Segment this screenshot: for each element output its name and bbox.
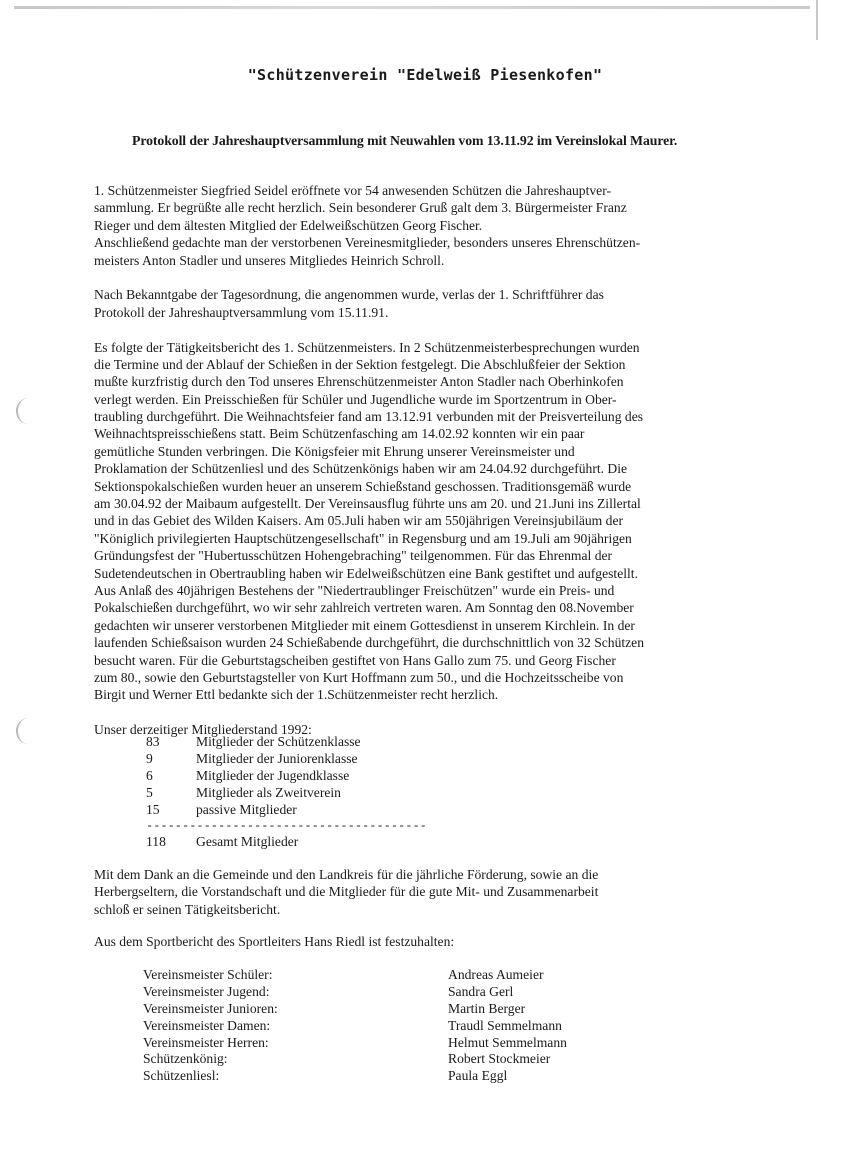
text-line: traubling durchgeführt. Die Weihnachtsfeier fand am 13.12.91 verbunden mit der Preisverteilung des bbox=[94, 409, 644, 425]
champions-list bbox=[143, 967, 567, 1085]
member-category: Mitglieder der Schützenklasse bbox=[196, 734, 361, 749]
text-line: sammlung. Er begrüßte alle recht herzlich. Sein besonderer Gruß galt dem 3. Bürgermeister Franz bbox=[94, 200, 627, 216]
champion-title: Schützenliesl: bbox=[143, 1068, 220, 1084]
document-title: "Schützenverein "Edelweiß Piesenkofen" bbox=[247, 66, 603, 84]
text-line: mußte kurzfristig durch den Tod unseres Ehrenschützenmeister Anton Stadler nach Oberhinkofen bbox=[94, 374, 624, 390]
member-category: Mitglieder der Jugendklasse bbox=[196, 767, 350, 783]
member-row bbox=[146, 751, 427, 768]
text-line: Sudetendeutschen in Obertraubling haben wir Edelweißschützen eine Bank gestiftet und aufgestellt. bbox=[94, 565, 638, 581]
member-category: passive Mitglieder bbox=[196, 801, 297, 817]
champion-name: Traudl Semmelmann bbox=[448, 1017, 562, 1033]
text-line: die Termine und der Ablauf der Schießen in der Sektion festgelegt. Die Abschlußfeier der Sektion bbox=[94, 356, 626, 372]
closing-paragraph bbox=[94, 866, 774, 918]
text-line: Herbergseltern, die Vorstandschaft und die Mitglieder für die gute Mit- und Zusammenarbeit bbox=[94, 884, 599, 900]
text-line: 1. Schützenmeister Siegfried Seidel eröffnete vor 54 anwesenden Schützen die Jahreshauptver- bbox=[94, 183, 611, 198]
text-line: Es folgte der Tätigkeitsbericht des 1. Schützenmeisters. In 2 Schützenmeisterbesprechungen wurden bbox=[94, 339, 640, 355]
member-row bbox=[146, 785, 427, 802]
member-count: 15 bbox=[146, 801, 160, 817]
member-count: 6 bbox=[146, 767, 153, 783]
champion-name: Sandra Gerl bbox=[448, 983, 514, 999]
document-subtitle: Protokoll der Jahreshauptversammlung mit Neuwahlen vom 13.11.92 im Vereinslokal Maurer. bbox=[132, 133, 678, 148]
text-line: Pokalschießen durchgeführt, wo wir sehr zahlreich vertreten waren. Am Sonntag den 08.November bbox=[94, 600, 634, 616]
champion-name: Paula Eggl bbox=[448, 1068, 508, 1084]
text-line: Unser derzeitiger Mitgliederstand 1992: bbox=[94, 722, 312, 738]
text-line: und in das Gebiet des Wilden Kaisers. Am 05.Juli haben wir am 550jährigen Vereinsjubiläum der bbox=[94, 513, 623, 529]
sport-report-intro: Aus dem Sportbericht des Sportleiters Hans Riedl ist festzuhalten: bbox=[94, 934, 455, 949]
champion-row bbox=[143, 983, 514, 1001]
text-line: Nach Bekanntgabe der Tagesordnung, die angenommen wurde, verlas der 1. Schriftführer das bbox=[94, 287, 604, 303]
champion-name: Helmut Semmelmann bbox=[448, 1034, 567, 1050]
punch-hole-mark bbox=[16, 398, 40, 424]
text-line: schloß er seinen Tätigkeitsbericht. bbox=[94, 901, 281, 917]
champion-title: Vereinsmeister Junioren: bbox=[143, 1000, 278, 1016]
champion-title: Schützenkönig: bbox=[143, 1051, 228, 1067]
punch-hole-mark bbox=[16, 718, 40, 744]
text-line: meisters Anton Stadler und unseres Mitgliedes Heinrich Schroll. bbox=[94, 252, 445, 268]
scan-edge-right bbox=[816, 0, 818, 40]
member-total-count: 118 bbox=[146, 834, 166, 850]
paragraph bbox=[94, 182, 774, 269]
text-line: Rieger und dem ältesten Mitglied der Edelweißschützen Georg Fischer. bbox=[94, 217, 483, 233]
member-row bbox=[146, 734, 427, 751]
text-line: besucht waren. Für die Geburtstagscheiben gestiftet von Hans Gallo zum 75. und Georg Fischer bbox=[94, 652, 616, 668]
text-line: gedachten wir unserer verstorbenen Mitglieder mit einem Gottesdienst in unserem Kirchlein. In der bbox=[94, 617, 635, 633]
member-count: 5 bbox=[146, 784, 153, 800]
text-line: Aus Anlaß des 40jährigen Bestehens der "Niedertraublinger Freischützen" wurde ein Preis- und bbox=[94, 582, 615, 598]
text-line: Protokoll der Jahreshauptversammlung vom 15.11.91. bbox=[94, 304, 389, 320]
champion-title: Vereinsmeister Damen: bbox=[143, 1017, 271, 1033]
champion-row bbox=[143, 1034, 567, 1052]
text-line: Birgit und Werner Ettl bedankte sich der 1.Schützenmeister recht herzlich. bbox=[94, 687, 499, 703]
champion-row bbox=[143, 967, 544, 984]
member-row bbox=[146, 768, 427, 785]
text-line: verlegt werden. Ein Preisschießen für Schüler und Jugendliche wurde im Sportzentrum in Ober- bbox=[94, 391, 617, 407]
text-line: gemütliche Stunden verbringen. Die Königsfeier mit Ehrung unserer Vereinsmeister und bbox=[94, 443, 575, 459]
text-line: laufenden Schießsaison wurden 24 Schießabende durchgeführt, die durchschnittlich von 32 Schützen bbox=[94, 635, 645, 651]
text-line: Proklamation der Schützenliesl und des Schützenkönigs haben wir am 24.04.92 durchgeführt. Die bbox=[94, 461, 628, 477]
member-count: 9 bbox=[146, 750, 153, 766]
champion-title: Vereinsmeister Jugend: bbox=[143, 983, 270, 999]
champion-title: Vereinsmeister Schüler: bbox=[143, 967, 273, 982]
member-total-row bbox=[146, 834, 427, 851]
champion-name: Robert Stockmeier bbox=[448, 1051, 551, 1067]
member-count: 83 bbox=[146, 734, 160, 749]
sum-divider: --------------------------------------- bbox=[146, 819, 427, 834]
member-category: Mitglieder als Zweitverein bbox=[196, 784, 341, 800]
text-line: "Königlich privilegierten Hauptschützengesellschaft" in Regensburg und am 19.Juli am 90jährigen bbox=[94, 530, 632, 546]
champion-name: Andreas Aumeier bbox=[448, 967, 544, 982]
text-line: Sektionspokalschießen wurden heuer an unserem Schießstand geschossen. Traditionsgemäß wurde bbox=[94, 478, 632, 494]
text-line: Mit dem Dank an die Gemeinde und den Landkreis für die jährliche Förderung, sowie an die bbox=[94, 867, 599, 882]
text-line: Anschließend gedachte man der verstorbenen Vereinesmitglieder, besonders unseres Ehrenschützen- bbox=[94, 235, 641, 251]
text-line: zum 80., sowie den Geburtstagsteller von Kurt Hoffmann zum 50., und die Hochzeitsscheibe von bbox=[94, 669, 624, 685]
champion-row bbox=[143, 1017, 562, 1035]
member-total-label: Gesamt Mitglieder bbox=[196, 834, 299, 850]
champion-title: Vereinsmeister Herren: bbox=[143, 1034, 269, 1050]
champion-row bbox=[143, 1068, 508, 1085]
champion-name: Martin Berger bbox=[448, 1000, 526, 1016]
text-line: Weihnachtspreisschießens statt. Beim Schützenfasching am 14.02.92 konnten wir ein paar bbox=[94, 426, 585, 442]
paragraph bbox=[94, 286, 774, 321]
report-body bbox=[94, 182, 774, 756]
text-line: am 30.04.92 der Maibaum aufgestellt. Der Vereinsausflug führte uns am 20. und 21.Juni ins Zillertal bbox=[94, 496, 641, 512]
member-category: Mitglieder der Juniorenklasse bbox=[196, 750, 358, 766]
scan-edge-top bbox=[14, 6, 810, 9]
paragraph bbox=[94, 339, 774, 704]
member-row bbox=[146, 802, 427, 819]
champion-row bbox=[143, 1051, 551, 1068]
member-count-table bbox=[146, 734, 427, 851]
text-line: Gründungsfest der "Hubertusschützen Hohengebraching" teilgenommen. Für das Ehrenmal der bbox=[94, 548, 613, 564]
champion-row bbox=[143, 1000, 526, 1018]
